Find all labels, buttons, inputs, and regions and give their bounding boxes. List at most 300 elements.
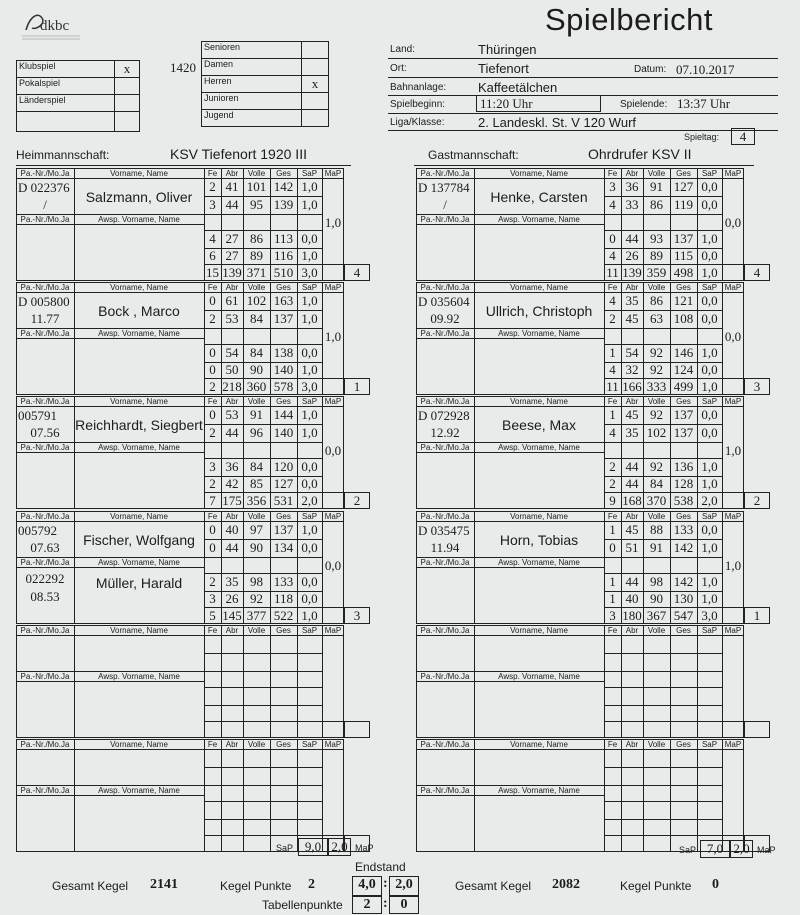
column-header-sap: SaP	[701, 283, 718, 292]
pass-number: D 137784	[418, 180, 470, 195]
column-header-abr: Abr	[225, 397, 239, 406]
tabellenpunkte-label: Tabellenpunkte	[262, 898, 343, 912]
column-header-fe: Fe	[607, 512, 618, 521]
player-name: Bock , Marco	[98, 302, 180, 319]
column-header-map: MaP	[324, 740, 342, 749]
column-header-pass: Pa.-Nr./Mo.Ja	[420, 283, 470, 292]
column-header-name: Vorname, Name	[110, 626, 168, 635]
cell-fe: 2	[209, 425, 216, 440]
cell-ges: 163	[273, 293, 294, 308]
player-name: Salzmann, Oliver	[85, 188, 193, 205]
cell-sap: 0,0	[301, 476, 318, 491]
column-header-abr: Abr	[625, 740, 639, 749]
guest-sap-label: SaP	[679, 845, 697, 855]
cell-abr: 44	[225, 425, 239, 440]
cell-volle: 91	[250, 407, 263, 422]
cell-volle: 89	[250, 248, 263, 263]
cell-fe: 2	[209, 179, 216, 194]
land-value: Thüringen	[478, 42, 537, 57]
column-header-awsp: Awsp. Vorname, Name	[498, 672, 580, 681]
total-map-box	[344, 721, 370, 738]
cell-fe: 0	[209, 540, 216, 555]
cell-abr: 54	[625, 345, 639, 360]
cell-volle: 91	[650, 540, 663, 555]
bahnanlage-label: Bahnanlage:	[390, 82, 447, 93]
total-ges: 522	[273, 608, 294, 623]
category-label: Jugend	[202, 110, 302, 127]
column-header-volle: Volle	[647, 283, 666, 292]
spielende-value: 13:37 Uhr	[677, 96, 731, 111]
cell-ges: 136	[673, 459, 694, 474]
player-name: Beese, Max	[502, 416, 576, 433]
game-type-label: Länderspiel	[17, 95, 115, 112]
cell-fe: 0	[209, 407, 216, 422]
cell-volle: 96	[250, 425, 263, 440]
cell-ges: 146	[673, 345, 694, 360]
column-header-pass: Pa.-Nr./Mo.Ja	[420, 215, 470, 224]
total-abr: 139	[222, 265, 242, 280]
cell-sap: 0,0	[301, 345, 318, 360]
birth-month-year: /	[43, 197, 47, 212]
column-header-ges: Ges	[676, 169, 691, 178]
cell-ges: 127	[273, 476, 294, 491]
total-volle: 371	[246, 265, 267, 280]
total-volle: 333	[646, 379, 667, 394]
column-header-pass: Pa.-Nr./Mo.Ja	[420, 558, 470, 567]
game-type-mark	[115, 95, 140, 112]
cell-fe: 1	[609, 574, 616, 589]
home-team-name: KSV Tiefenort 1920 III	[170, 146, 307, 162]
cell-fe: 4	[609, 197, 616, 212]
cell-volle: 92	[650, 345, 663, 360]
cell-sap: 0,0	[301, 591, 318, 606]
cell-volle: 102	[246, 293, 267, 308]
map-value: 1,0	[724, 558, 742, 573]
guest-sap-total: 7,0	[700, 840, 730, 858]
total-map-box: 1	[744, 607, 770, 624]
player-name: Reichhardt, Siegbert	[75, 416, 203, 433]
total-ges: 498	[673, 265, 694, 280]
game-type-mark: x	[115, 61, 140, 78]
column-header-sap: SaP	[701, 740, 718, 749]
game-type-box	[16, 60, 140, 132]
pass-number: D 005800	[18, 294, 70, 309]
category-mark: x	[302, 76, 329, 93]
category-label: Junioren	[202, 93, 302, 110]
code-number: 1420	[170, 60, 196, 75]
column-header-name: Vorname, Name	[110, 169, 168, 178]
cell-abr: 44	[225, 197, 239, 212]
column-header-volle: Volle	[647, 397, 666, 406]
home-gesamt-kegel: 2141	[150, 877, 178, 892]
column-header-sap: SaP	[301, 283, 318, 292]
endstand-label: Endstand	[355, 860, 406, 874]
cell-abr: 35	[625, 293, 639, 308]
column-header-sap: SaP	[701, 512, 718, 521]
home-kegel-punkte: 2	[308, 877, 315, 892]
cell-sap: 0,0	[701, 311, 718, 326]
cell-volle: 85	[250, 476, 263, 491]
cell-ges: 120	[273, 459, 294, 474]
land-label: Land:	[390, 44, 416, 55]
home-map-label: MaP	[355, 843, 374, 853]
map-value: 1,0	[724, 443, 742, 458]
total-abr: 180	[622, 608, 642, 623]
column-header-abr: Abr	[225, 169, 239, 178]
column-header-abr: Abr	[225, 740, 239, 749]
home-team-label: Heimmannschaft:	[16, 148, 110, 162]
cell-ges: 137	[273, 522, 294, 537]
guest-punkte-label: Kegel Punkte	[620, 879, 692, 893]
player-name: Fischer, Wolfgang	[83, 531, 195, 548]
column-header-abr: Abr	[225, 512, 239, 521]
column-header-abr: Abr	[625, 512, 639, 521]
cell-ges: 128	[673, 476, 694, 491]
cell-volle: 101	[246, 179, 267, 194]
column-header-awsp: Awsp. Vorname, Name	[98, 443, 180, 452]
cell-fe: 1	[609, 591, 616, 606]
cell-volle: 95	[250, 197, 263, 212]
column-header-volle: Volle	[247, 626, 266, 635]
column-header-pass: Pa.-Nr./Mo.Ja	[420, 397, 470, 406]
column-header-awsp: Awsp. Vorname, Name	[98, 329, 180, 338]
column-header-ges: Ges	[676, 626, 691, 635]
birth-month-year: 07.63	[30, 540, 60, 555]
cell-ges: 118	[273, 591, 294, 606]
cell-sap: 0,0	[701, 407, 718, 422]
total-ges: 547	[673, 608, 694, 623]
column-header-ges: Ges	[676, 283, 691, 292]
total-sap: 1,0	[701, 265, 718, 280]
map-value: 0,0	[324, 443, 342, 458]
column-header-pass: Pa.-Nr./Mo.Ja	[420, 626, 470, 635]
total-map-box: 4	[744, 264, 770, 281]
birth-month-year: 07.56	[30, 425, 60, 440]
column-header-pass: Pa.-Nr./Mo.Ja	[420, 786, 470, 795]
birth-month-year: /	[443, 197, 447, 212]
cell-fe: 2	[609, 311, 616, 326]
cell-sap: 0,0	[701, 522, 718, 537]
total-abr: 166	[622, 379, 642, 394]
total-ges: 531	[273, 493, 294, 508]
pass-number: D 072928	[418, 408, 470, 423]
spielbeginn-label: Spielbeginn:	[390, 99, 446, 110]
home-punkte-label: Kegel Punkte	[220, 879, 292, 893]
column-header-name: Vorname, Name	[510, 512, 568, 521]
cell-sap: 0,0	[701, 362, 718, 377]
category-mark	[302, 59, 329, 76]
column-header-awsp: Awsp. Vorname, Name	[498, 786, 580, 795]
cell-volle: 90	[650, 591, 663, 606]
column-header-abr: Abr	[625, 626, 639, 635]
column-header-sap: SaP	[301, 626, 318, 635]
column-header-volle: Volle	[247, 283, 266, 292]
cell-abr: 51	[625, 540, 639, 555]
cell-fe: 4	[209, 231, 216, 246]
total-fe: 3	[609, 608, 616, 623]
pass-number: 005792	[18, 523, 57, 538]
total-ges: 578	[273, 379, 294, 394]
cell-sap: 0,0	[701, 248, 718, 263]
cell-abr: 26	[225, 591, 239, 606]
cell-sap: 1,0	[301, 197, 318, 212]
column-header-pass: Pa.-Nr./Mo.Ja	[420, 169, 470, 178]
pass-number: 005791	[18, 408, 57, 423]
cell-sap: 1,0	[301, 311, 318, 326]
cell-sap: 1,0	[701, 591, 718, 606]
game-type-label: Klubspiel	[17, 61, 115, 78]
birth-month-year: 12.92	[430, 425, 460, 440]
column-header-map: MaP	[324, 512, 342, 521]
cell-ges: 142	[673, 574, 694, 589]
total-abr: 218	[222, 379, 242, 394]
home-sap-total: 9,0	[298, 838, 328, 856]
cell-fe: 2	[609, 476, 616, 491]
pass-number: D 022376	[18, 180, 70, 195]
cell-abr: 32	[625, 362, 639, 377]
column-header-name: Vorname, Name	[510, 169, 568, 178]
total-sap: 2,0	[701, 493, 718, 508]
cell-ges: 137	[673, 425, 694, 440]
cell-abr: 45	[625, 407, 639, 422]
column-header-pass: Pa.-Nr./Mo.Ja	[420, 443, 470, 452]
column-header-name: Vorname, Name	[510, 626, 568, 635]
guest-gesamt-label: Gesamt Kegel	[455, 879, 532, 893]
cell-fe: 0	[209, 293, 216, 308]
total-sap: 3,0	[701, 608, 718, 623]
cell-fe: 1	[609, 522, 616, 537]
total-fe: 11	[606, 379, 619, 394]
column-header-fe: Fe	[207, 740, 218, 749]
column-header-pass: Pa.-Nr./Mo.Ja	[20, 443, 70, 452]
total-sap: 2,0	[301, 493, 318, 508]
cell-fe: 0	[209, 345, 216, 360]
cell-sap: 1,0	[301, 179, 318, 194]
cell-sap: 1,0	[701, 231, 718, 246]
cell-abr: 61	[225, 293, 239, 308]
total-abr: 145	[222, 608, 242, 623]
cell-fe: 4	[609, 362, 616, 377]
category-box	[201, 41, 329, 127]
cell-volle: 86	[250, 231, 263, 246]
column-header-map: MaP	[724, 626, 742, 635]
column-header-sap: SaP	[301, 740, 318, 749]
column-header-pass: Pa.-Nr./Mo.Ja	[20, 558, 70, 567]
total-map-box: 3	[744, 378, 770, 395]
total-abr: 168	[622, 493, 642, 508]
liga-value: 2. Landeskl. St. V 120 Wurf	[478, 115, 637, 130]
cell-volle: 98	[250, 574, 263, 589]
cell-fe: 3	[609, 179, 616, 194]
cell-volle: 84	[250, 311, 263, 326]
cell-ges: 121	[673, 293, 694, 308]
total-fe: 9	[609, 493, 616, 508]
column-header-fe: Fe	[607, 740, 618, 749]
cell-volle: 91	[650, 179, 663, 194]
cell-abr: 41	[225, 179, 239, 194]
cell-abr: 27	[225, 248, 239, 263]
column-header-ges: Ges	[276, 740, 291, 749]
total-sap: 1,0	[301, 608, 318, 623]
game-type-label: Pokalspiel	[17, 78, 115, 95]
cell-ges: 137	[673, 231, 694, 246]
cell-abr: 40	[625, 591, 639, 606]
cell-volle: 63	[650, 311, 663, 326]
spielende-label: Spielende:	[620, 99, 668, 110]
cell-fe: 0	[609, 540, 616, 555]
endstand-home: 4,0	[352, 876, 382, 896]
cell-volle: 84	[650, 476, 663, 491]
column-header-ges: Ges	[276, 397, 291, 406]
cell-abr: 35	[225, 574, 239, 589]
cell-fe: 0	[609, 231, 616, 246]
total-sap: 3,0	[301, 265, 318, 280]
total-map-box: 2	[344, 492, 370, 509]
cell-fe: 4	[609, 248, 616, 263]
cell-sap: 0,0	[701, 179, 718, 194]
column-header-ges: Ges	[276, 169, 291, 178]
cell-abr: 33	[625, 197, 639, 212]
column-header-sap: SaP	[701, 626, 718, 635]
column-header-volle: Volle	[647, 512, 666, 521]
cell-sap: 0,0	[301, 459, 318, 474]
column-header-awsp: Awsp. Vorname, Name	[498, 215, 580, 224]
cell-volle: 92	[250, 591, 263, 606]
category-label: Damen	[202, 59, 302, 76]
cell-sap: 1,0	[701, 345, 718, 360]
guest-team-label: Gastmannschaft:	[428, 148, 519, 162]
column-header-fe: Fe	[607, 397, 618, 406]
column-header-name: Vorname, Name	[510, 397, 568, 406]
column-header-sap: SaP	[701, 169, 718, 178]
column-header-abr: Abr	[625, 397, 639, 406]
endstand-guest: 2,0	[389, 876, 419, 896]
cell-fe: 2	[209, 476, 216, 491]
cell-ges: 139	[273, 197, 294, 212]
cell-abr: 35	[625, 425, 639, 440]
column-header-map: MaP	[724, 283, 742, 292]
cell-sap: 1,0	[701, 574, 718, 589]
home-sap-label: SaP	[276, 843, 294, 853]
column-header-name: Vorname, Name	[510, 283, 568, 292]
substitute-name: Müller, Harald	[95, 575, 183, 591]
pass-number: D 035475	[418, 523, 470, 538]
category-mark	[302, 42, 329, 59]
cell-fe: 0	[209, 522, 216, 537]
column-header-abr: Abr	[225, 626, 239, 635]
cell-ges: 133	[673, 522, 694, 537]
cell-abr: 53	[225, 407, 239, 422]
cell-sap: 1,0	[301, 362, 318, 377]
home-map-total: 2,0	[328, 838, 351, 856]
spielbeginn-value: 11:20 Uhr	[476, 95, 601, 112]
cell-sap: 0,0	[701, 425, 718, 440]
ort-value: Tiefenort	[478, 61, 529, 76]
column-header-name: Vorname, Name	[510, 740, 568, 749]
svg-text:dkbc: dkbc	[40, 18, 70, 34]
cell-sap: 1,0	[701, 476, 718, 491]
cell-sap: 1,0	[301, 248, 318, 263]
cell-ges: 144	[273, 407, 294, 422]
column-header-fe: Fe	[607, 626, 618, 635]
column-header-sap: SaP	[701, 397, 718, 406]
total-ges: 499	[673, 379, 694, 394]
total-fe: 7	[209, 493, 216, 508]
total-volle: 356	[246, 493, 267, 508]
total-ges: 510	[273, 265, 294, 280]
map-value: 0,0	[324, 558, 342, 573]
column-header-pass: Pa.-Nr./Mo.Ja	[20, 740, 70, 749]
birth-month-year: 11.77	[30, 311, 60, 326]
map-value: 0,0	[724, 215, 742, 230]
cell-volle: 90	[250, 362, 263, 377]
total-volle: 370	[646, 493, 667, 508]
column-header-map: MaP	[724, 512, 742, 521]
cell-ges: 130	[673, 591, 694, 606]
bahnanlage-value: Kaffeetälchen	[478, 80, 558, 95]
column-header-awsp: Awsp. Vorname, Name	[98, 558, 180, 567]
column-header-name: Vorname, Name	[110, 740, 168, 749]
total-sap: 3,0	[301, 379, 318, 394]
cell-fe: 2	[609, 459, 616, 474]
column-header-pass: Pa.-Nr./Mo.Ja	[20, 329, 70, 338]
cell-fe: 0	[209, 362, 216, 377]
cell-abr: 27	[225, 231, 239, 246]
cell-fe: 3	[209, 591, 216, 606]
total-map-box: 2	[744, 492, 770, 509]
total-fe: 5	[209, 608, 216, 623]
column-header-sap: SaP	[301, 512, 318, 521]
tabellenpunkte-guest: 0	[389, 896, 419, 914]
cell-volle: 92	[650, 407, 663, 422]
page-title: Spielbericht	[545, 2, 713, 37]
cell-sap: 0,0	[701, 293, 718, 308]
column-header-map: MaP	[324, 283, 342, 292]
tabellenpunkte-home: 2	[352, 896, 382, 914]
column-header-sap: SaP	[301, 169, 318, 178]
total-volle: 360	[246, 379, 267, 394]
column-header-map: MaP	[724, 740, 742, 749]
sub-pass-number: 022292	[25, 571, 65, 586]
cell-volle: 93	[650, 231, 663, 246]
cell-volle: 84	[250, 459, 263, 474]
cell-ges: 140	[273, 425, 294, 440]
column-header-volle: Volle	[247, 169, 266, 178]
column-header-name: Vorname, Name	[110, 283, 168, 292]
column-header-map: MaP	[724, 397, 742, 406]
cell-fe: 2	[209, 311, 216, 326]
dkbc-logo	[20, 8, 82, 44]
map-value: 0,0	[724, 329, 742, 344]
game-type-mark	[115, 78, 140, 95]
cell-volle: 84	[250, 345, 263, 360]
cell-fe: 6	[209, 248, 216, 263]
column-header-ges: Ges	[276, 512, 291, 521]
category-label: Herren	[202, 76, 302, 93]
cell-abr: 42	[225, 476, 239, 491]
column-header-awsp: Awsp. Vorname, Name	[98, 215, 180, 224]
column-header-fe: Fe	[207, 626, 218, 635]
cell-fe: 3	[209, 459, 216, 474]
cell-ges: 115	[673, 248, 694, 263]
category-label: Senioren	[202, 42, 302, 59]
sub-birth-month-year: 08.53	[30, 589, 60, 604]
column-header-map: MaP	[724, 169, 742, 178]
column-header-ges: Ges	[676, 397, 691, 406]
total-map-box: 1	[344, 378, 370, 395]
cell-volle: 86	[650, 197, 663, 212]
cell-fe: 4	[609, 293, 616, 308]
